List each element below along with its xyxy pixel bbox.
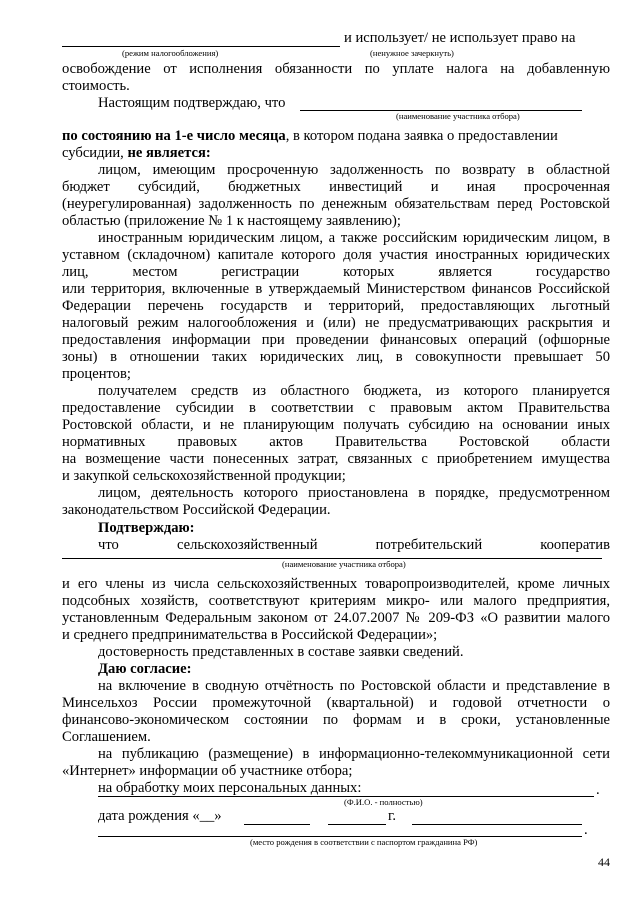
- caption-full-name: (Ф.И.О. - полностью): [344, 797, 423, 807]
- text-line: предоставления информации при проведении финансовых операций (офшорные: [62, 332, 610, 348]
- text-line: иностранным юридическим лицом, а также российским юридическим лицом, в: [98, 230, 610, 246]
- caption-participant-1: (наименование участника отбора): [396, 111, 520, 121]
- text-line: предоставление субсидии в соответствии с правовым актом Правительства: [62, 400, 610, 416]
- text-line: Федерации перечень государств и территорий, предоставляющих льготный: [62, 298, 610, 314]
- text-line: «Интернет» информации об участнике отбора;: [62, 763, 353, 779]
- text-line: и его члены из числа сельскохозяйственных товаропроизводителей, кроме личных: [62, 576, 610, 592]
- bold-phrase: по состоянию на 1-е число месяца: [62, 128, 286, 144]
- text-line: лиц, местом регистрации которых является государство: [62, 264, 610, 280]
- text-line: Соглашением.: [62, 729, 151, 745]
- period-mark: .: [596, 782, 600, 798]
- text-line: стоимость.: [62, 78, 130, 94]
- text-line: (неурегулированная) задолженность по денежным обязательствам перед Ростовской: [62, 196, 610, 212]
- page-number: 44: [598, 855, 610, 869]
- text-line: установленным Федеральным законом от 24.07.2007 № 209-ФЗ «О развитии малого: [62, 610, 610, 626]
- text-line: Минсельхоз России промежуточной (квартальной) и годовой отчетности о: [62, 695, 610, 711]
- text-line: и среднего предпринимательства в Российской Федерации»;: [62, 627, 438, 643]
- text-line: зоны) в отношении таких юридических лиц, в совокупности превышает 50: [62, 349, 610, 365]
- text-line: получателем средств из областного бюджета, из которого планируется: [98, 383, 610, 399]
- text-line: на публикацию (размещение) в информационно-телекоммуникационной сети: [98, 746, 610, 762]
- text-line: лицом, имеющим просроченную задолженность по возврату в областной: [98, 162, 610, 178]
- text-line: на обработку моих персональных данных:: [98, 780, 362, 796]
- text-line: финансово-экономическом состоянии по формам и в сроки, установленные: [62, 712, 610, 728]
- section-heading-confirm: Подтверждаю:: [98, 520, 195, 536]
- bold-phrase: не является:: [127, 145, 211, 161]
- birth-extra-blank: [412, 824, 582, 825]
- text-span: субсидии,: [62, 145, 128, 161]
- text-line: что сельскохозяйственный потребительский кооператив: [98, 537, 610, 553]
- birth-year-blank: [328, 824, 386, 825]
- text-line: на возмещение части понесенных затрат, связанных с приобретением имущества: [62, 451, 610, 467]
- text-line: бюджет субсидий, бюджетных инвестиций и иная просроченная: [62, 179, 610, 195]
- period-mark: .: [584, 822, 588, 838]
- text-line: законодательством Российской Федерации.: [62, 502, 331, 518]
- caption-strike-out: (ненужное зачеркнуть): [370, 48, 454, 58]
- birth-month-blank: [244, 824, 310, 825]
- tax-usage-line: и использует/ не использует право на: [344, 30, 576, 46]
- text-line: на включение в сводную отчётность по Ростовской области и представление в: [98, 678, 610, 694]
- text-line: или территория, включенные в утверждаемый Министерством финансов Российской: [62, 281, 610, 297]
- caption-participant-2: (наименование участника отбора): [282, 559, 406, 569]
- text-line: нормативных правовых актов Правительства Ростовской области: [62, 434, 610, 450]
- text-line: лицом, деятельность которого приостановлена в порядке, предусмотренном: [98, 485, 610, 501]
- text-line: уставном (складочном) капитале которого доля участия иностранных юридических: [62, 247, 610, 263]
- text-line: [62, 145, 610, 162]
- text-line: Ростовской области, и не планирующим получать субсидию на основании иных: [62, 417, 610, 433]
- text-line: [62, 128, 610, 145]
- caption-birthplace: (место рождения в соответствии с паспортом гражданина РФ): [250, 837, 478, 847]
- text-line: и закупкой сельскохозяйственной продукции;: [62, 468, 346, 484]
- text-line: областью (приложение № 1 к настоящему заявлению);: [62, 213, 401, 229]
- caption-tax-regime: (режим налогообложения): [122, 48, 219, 58]
- year-suffix: г.: [388, 808, 396, 824]
- text-line: налоговый режим налогообложения и (или) не предусматривающих раскрытия и: [62, 315, 610, 331]
- text-line: освобождение от исполнения обязанности по уплате налога на добавленную: [62, 61, 610, 77]
- text-line: подсобных хозяйств, соответствуют критериям микро- или малого предприятия,: [62, 593, 610, 609]
- text-line: достоверность представленных в составе заявки сведений.: [98, 644, 464, 660]
- section-heading-consent: Даю согласие:: [98, 661, 192, 677]
- text-line: процентов;: [62, 366, 131, 382]
- birth-date-label: дата рождения «__»: [98, 808, 222, 824]
- confirm-intro: Настоящим подтверждаю, что: [98, 95, 286, 111]
- tax-regime-blank: [62, 46, 340, 47]
- text-span: , в котором подана заявка о предоставлении: [285, 128, 558, 144]
